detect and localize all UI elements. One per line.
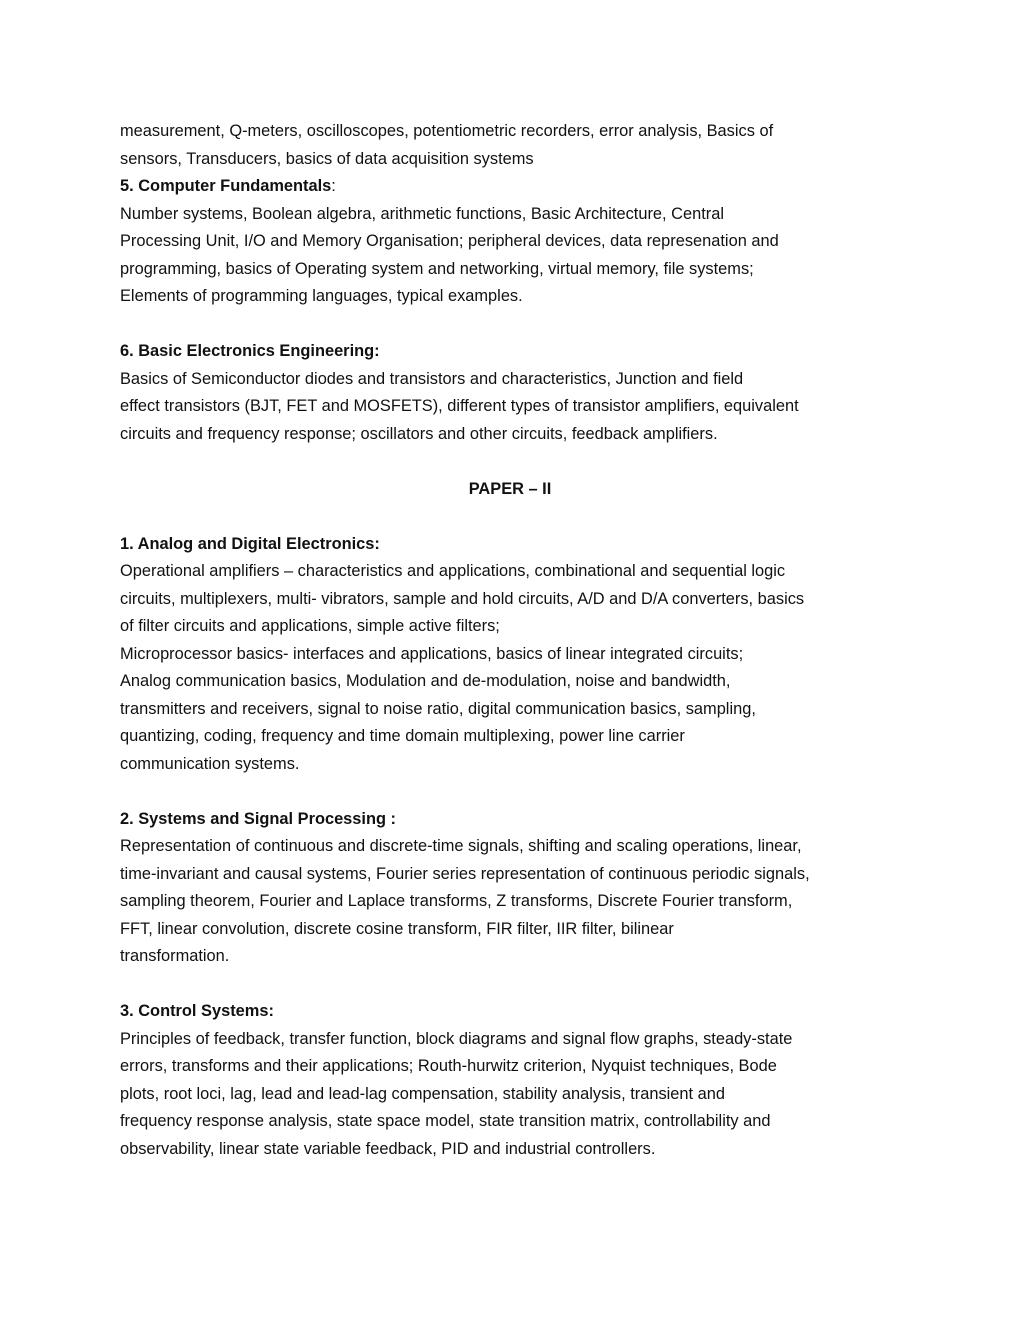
heading-text: 5. Computer Fundamentals [120, 177, 332, 195]
body-line: transformation. [120, 947, 230, 965]
body-line: effect transistors (BJT, FET and MOSFETS), different types of transistor amplifiers, equivalent [120, 397, 799, 415]
body-line: measurement, Q-meters, oscilloscopes, potentiometric recorders, error analysis, Basics of [120, 122, 774, 140]
body-line: Representation of continuous and discrete-time signals, shifting and scaling operations, linear, [120, 837, 802, 855]
body-line: of filter circuits and applications, simple active filters; [120, 617, 500, 635]
body-line: circuits, multiplexers, multi- vibrators, sample and hold circuits, A/D and D/A converters, basics [120, 589, 805, 608]
spacer [120, 311, 900, 339]
paper-title: PAPER – II [468, 479, 552, 498]
spacer [120, 503, 900, 531]
body-line: Processing Unit, I/O and Memory Organisation; peripheral devices, data represenation and [120, 232, 779, 250]
body-line: time-invariant and causal systems, Fourier series representation of continuous periodic signals, [120, 864, 810, 883]
section-heading-computer-fundamentals [120, 173, 900, 201]
section-heading-control-systems: 3. Control Systems: [120, 1002, 274, 1020]
body-line: Elements of programming languages, typical examples. [120, 287, 523, 305]
body-line: observability, linear state variable feedback, PID and industrial controllers. [120, 1139, 656, 1158]
body-line: Microprocessor basics- interfaces and applications, basics of linear integrated circuits; [120, 644, 744, 663]
section-heading-basic-electronics: 6. Basic Electronics Engineering: [120, 342, 380, 360]
body-line: quantizing, coding, frequency and time domain multiplexing, power line carrier [120, 727, 685, 745]
body-line: FFT, linear convolution, discrete cosine transform, FIR filter, IIR filter, bilinear [120, 919, 674, 938]
body-line: sampling theorem, Fourier and Laplace transforms, Z transforms, Discrete Fourier transform, [120, 892, 793, 910]
document-page [120, 118, 900, 1163]
body-line: Principles of feedback, transfer function, block diagrams and signal flow graphs, steady-state [120, 1029, 793, 1048]
body-line: transmitters and receivers, signal to noise ratio, digital communication basics, sampling, [120, 699, 756, 718]
body-line: communication systems. [120, 754, 300, 773]
heading-colon: : [331, 177, 336, 195]
body-line: sensors, Transducers, basics of data acquisition systems [120, 149, 534, 168]
body-line: Operational amplifiers – characteristics and applications, combinational and sequential logic [120, 562, 786, 580]
spacer [120, 971, 900, 999]
body-line: frequency response analysis, state space model, state transition matrix, controllability and [120, 1112, 771, 1130]
body-line: Number systems, Boolean algebra, arithmetic functions, Basic Architecture, Central [120, 204, 724, 223]
body-line: plots, root loci, lag, lead and lead-lag compensation, stability analysis, transient and [120, 1084, 725, 1103]
section-heading-analog-digital: 1. Analog and Digital Electronics: [120, 534, 380, 553]
spacer [120, 448, 900, 476]
body-line: errors, transforms and their applications; Routh-hurwitz criterion, Nyquist techniques, Bode [120, 1057, 777, 1075]
section-heading-signal-processing: 2. Systems and Signal Processing : [120, 809, 397, 828]
body-line: Analog communication basics, Modulation and de-modulation, noise and bandwidth, [120, 672, 731, 690]
body-line: Basics of Semiconductor diodes and transistors and characteristics, Junction and field [120, 369, 744, 388]
body-line: programming, basics of Operating system and networking, virtual memory, file systems; [120, 259, 754, 278]
body-line: circuits and frequency response; oscillators and other circuits, feedback amplifiers. [120, 424, 718, 443]
spacer [120, 778, 900, 806]
